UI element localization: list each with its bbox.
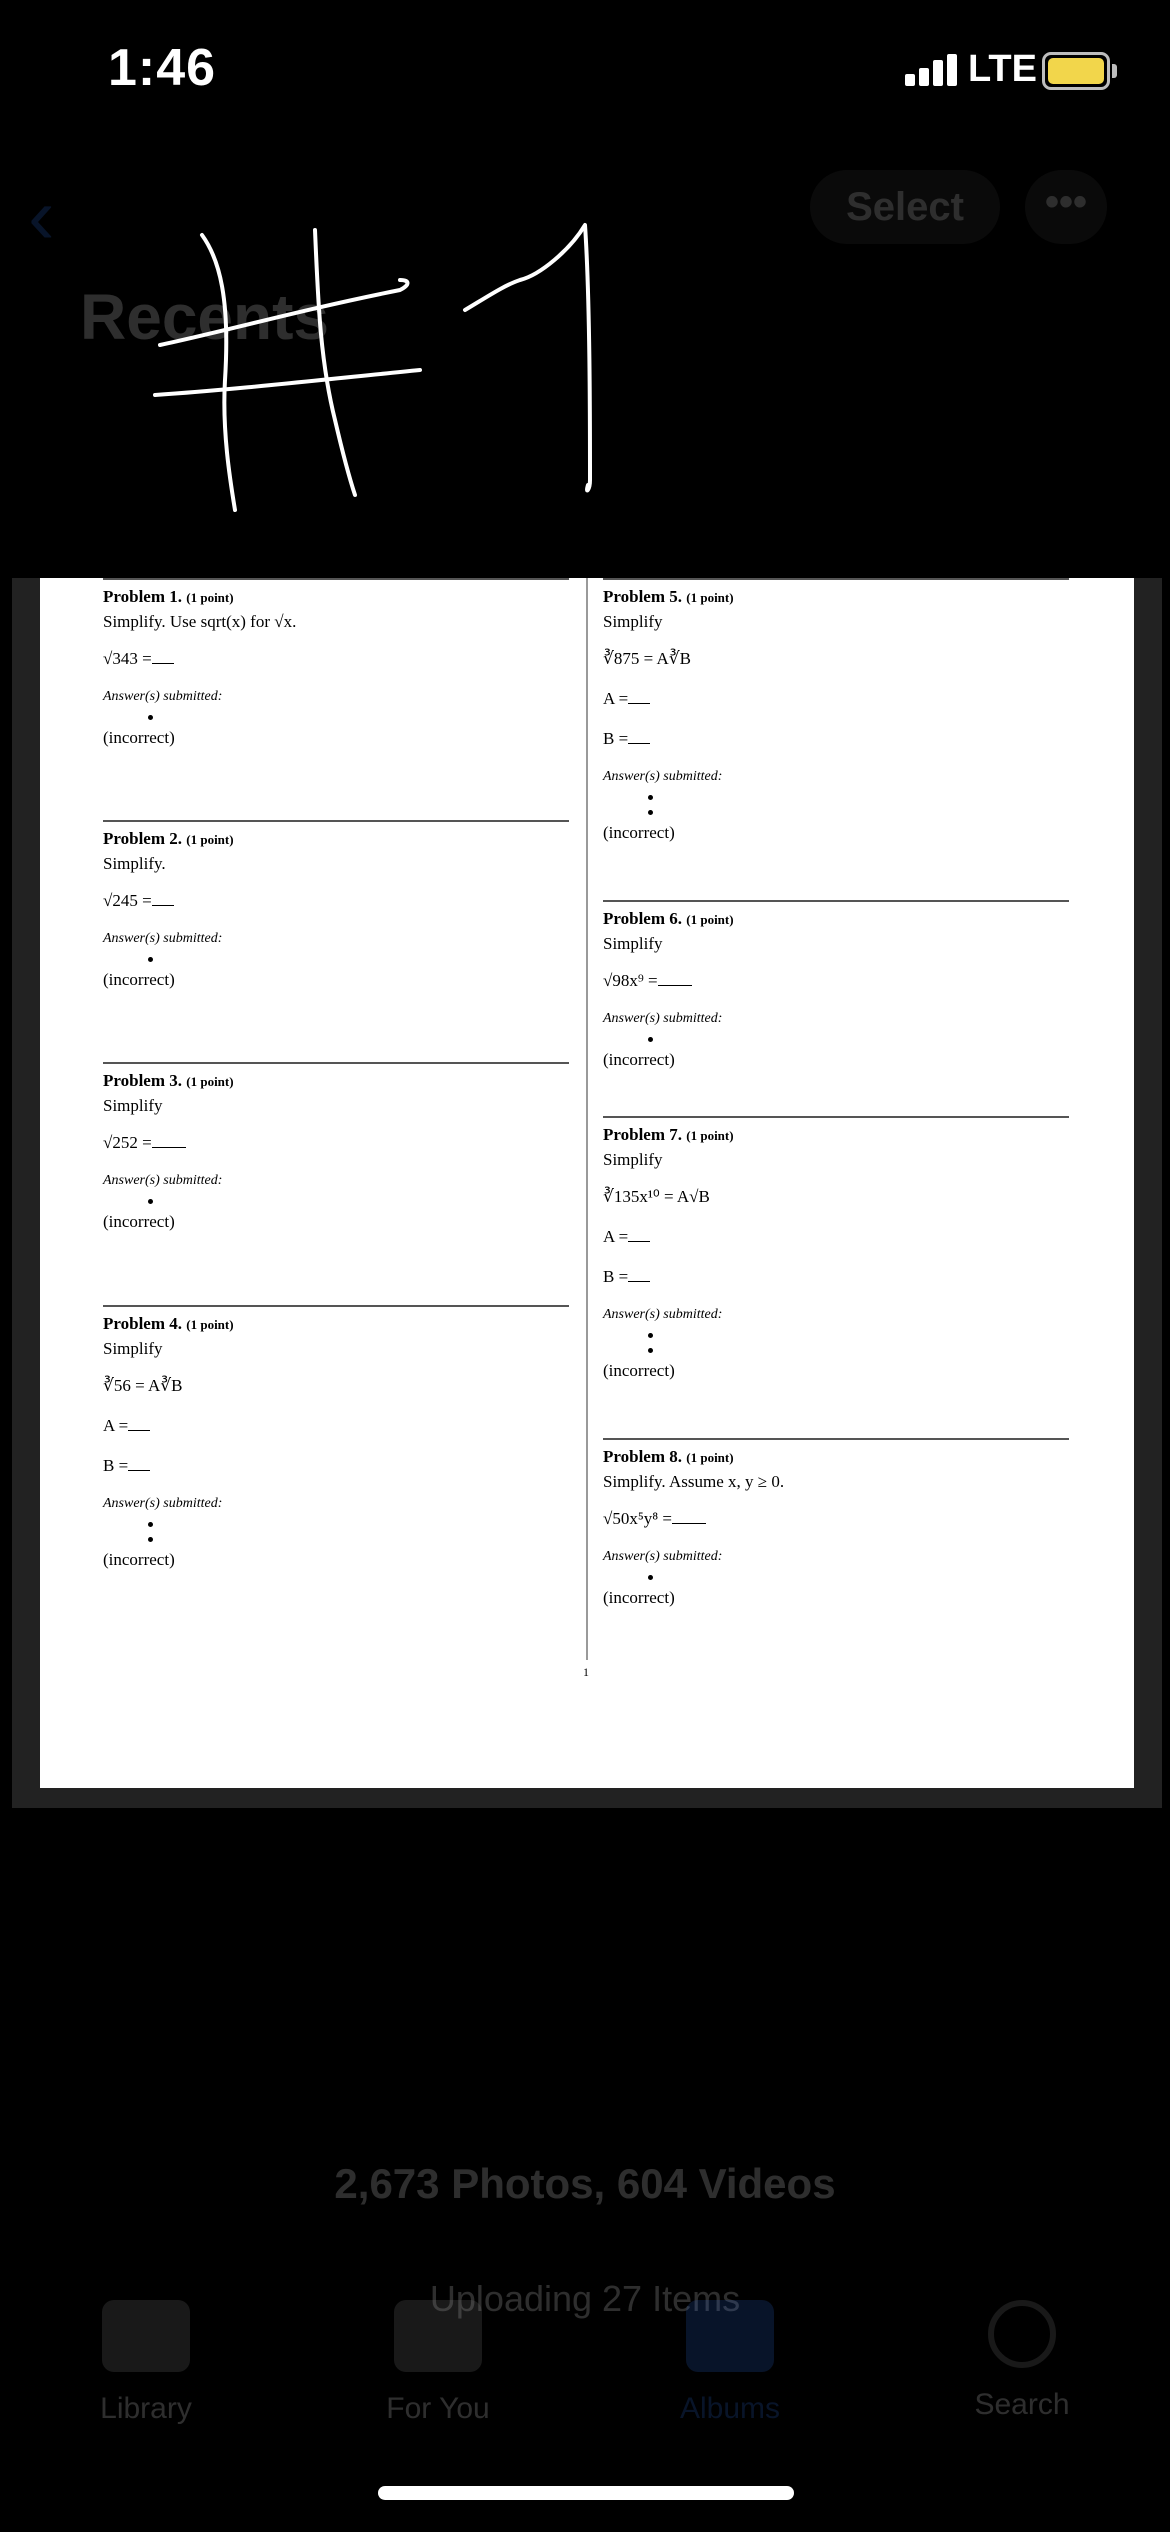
problem-rule <box>603 578 1069 580</box>
problem-title: Problem 8. (1 point) <box>603 1447 734 1466</box>
answer-bullet <box>648 1348 653 1353</box>
upload-status: Uploading 27 Items <box>429 2278 741 2319</box>
submitted-label: Answer(s) submitted: <box>103 1496 223 1511</box>
problem-instruction: Simplify. Assume x, y ≥ 0. <box>603 1472 785 1491</box>
answer-bullet <box>648 1575 653 1580</box>
submitted-label: Answer(s) submitted: <box>103 931 223 946</box>
answer-status: (incorrect) <box>603 1050 675 1069</box>
home-indicator[interactable] <box>378 2486 794 2500</box>
answer-status: (incorrect) <box>103 970 175 989</box>
problem-rule <box>103 820 569 822</box>
tab-for-you[interactable] <box>338 2300 538 2426</box>
problem-expression: √343 = <box>103 649 569 675</box>
answer-bullet <box>648 1333 653 1338</box>
problem-rule <box>103 1305 569 1307</box>
for-you-icon <box>394 2300 482 2372</box>
answer-bullet <box>148 1522 153 1527</box>
problem-4 <box>103 1305 569 1570</box>
answer-line-b: B = <box>603 1267 1069 1293</box>
answer-bullet <box>648 810 653 815</box>
battery-icon <box>1042 52 1110 90</box>
album-title: Recents <box>80 281 329 353</box>
submitted-label: Answer(s) submitted: <box>603 769 723 784</box>
page-number: 1 <box>583 1665 589 1679</box>
tab-label: Library <box>100 2392 192 2425</box>
submitted-label: Answer(s) submitted: <box>603 1011 723 1026</box>
search-icon <box>988 2300 1056 2368</box>
problem-title: Problem 5. (1 point) <box>603 587 734 606</box>
problem-title: Problem 1. (1 point) <box>103 587 234 606</box>
photos-icon <box>102 2300 190 2372</box>
problem-instruction: Simplify <box>603 1150 663 1169</box>
problem-expression: ∛135x¹⁰ = A√B <box>603 1187 710 1206</box>
problem-2 <box>103 820 569 990</box>
problem-1 <box>103 578 569 748</box>
problem-rule <box>603 1116 1069 1118</box>
column-divider <box>586 578 588 1660</box>
answer-line-a: A = <box>603 689 1069 715</box>
tab-label: Albums <box>679 2392 781 2425</box>
answer-line-b: B = <box>103 1456 569 1482</box>
problem-5 <box>603 578 1069 843</box>
problem-instruction: Simplify. Use sqrt(x) for √x. <box>103 612 297 631</box>
problem-expression: √245 = <box>103 891 569 917</box>
handwritten-annotation <box>120 180 620 520</box>
problem-title: Problem 6. (1 point) <box>603 909 734 928</box>
answer-bullet <box>148 957 153 962</box>
chevron-left-icon: ‹ <box>28 171 55 260</box>
submitted-label: Answer(s) submitted: <box>103 689 223 704</box>
problem-7 <box>603 1116 1069 1381</box>
problem-title: Problem 4. (1 point) <box>103 1314 234 1333</box>
problem-rule <box>603 1438 1069 1440</box>
homework-document <box>40 578 1134 1788</box>
problem-title: Problem 7. (1 point) <box>603 1125 734 1144</box>
problem-expression: √50x⁵y⁸ = <box>603 1509 1069 1535</box>
problem-rule <box>103 1062 569 1064</box>
answer-status: (incorrect) <box>103 1550 175 1569</box>
answer-status: (incorrect) <box>103 1212 175 1231</box>
problem-rule <box>103 578 569 580</box>
back-button[interactable] <box>28 170 55 262</box>
problem-instruction: Simplify <box>603 612 663 631</box>
answer-status: (incorrect) <box>603 1361 675 1380</box>
submitted-label: Answer(s) submitted: <box>603 1549 723 1564</box>
problem-title: Problem 3. (1 point) <box>103 1071 234 1090</box>
answer-bullet <box>648 795 653 800</box>
answer-line-a: A = <box>103 1416 569 1442</box>
problem-expression: ∛875 = A∛B <box>603 649 691 668</box>
problem-instruction: Simplify <box>103 1096 163 1115</box>
tab-albums[interactable] <box>630 2300 830 2426</box>
answer-line-b: B = <box>603 729 1069 755</box>
answer-bullet <box>648 1037 653 1042</box>
answer-bullet <box>148 1537 153 1542</box>
problem-rule <box>603 900 1069 902</box>
select-button[interactable]: Select <box>810 170 1000 244</box>
status-time: 1:46 <box>108 39 217 97</box>
submitted-label: Answer(s) submitted: <box>103 1173 223 1188</box>
answer-bullet <box>148 715 153 720</box>
answer-bullet <box>148 1199 153 1204</box>
answer-line-a: A = <box>603 1227 1069 1253</box>
problem-expression: √252 = <box>103 1133 569 1159</box>
albums-icon <box>686 2300 774 2372</box>
problem-3 <box>103 1062 569 1232</box>
problem-6 <box>603 900 1069 1070</box>
problem-instruction: Simplify <box>103 1339 163 1358</box>
more-options-button[interactable]: ••• <box>1025 170 1107 244</box>
tab-search[interactable] <box>922 2300 1122 2422</box>
tab-label: Search <box>974 2388 1070 2421</box>
submitted-label: Answer(s) submitted: <box>603 1307 723 1322</box>
problem-instruction: Simplify. <box>103 854 166 873</box>
network-type: LTE <box>968 48 1037 90</box>
library-count: 2,673 Photos, 604 Videos <box>334 2160 836 2207</box>
tab-library[interactable] <box>46 2300 246 2426</box>
problem-expression: ∛56 = A∛B <box>103 1376 183 1395</box>
problem-8 <box>603 1438 1069 1608</box>
answer-status: (incorrect) <box>103 728 175 747</box>
problem-instruction: Simplify <box>603 934 663 953</box>
problem-title: Problem 2. (1 point) <box>103 829 234 848</box>
problem-expression: √98x⁹ = <box>603 971 1069 997</box>
answer-status: (incorrect) <box>603 823 675 842</box>
answer-status: (incorrect) <box>603 1588 675 1607</box>
tab-label: For You <box>386 2392 490 2425</box>
